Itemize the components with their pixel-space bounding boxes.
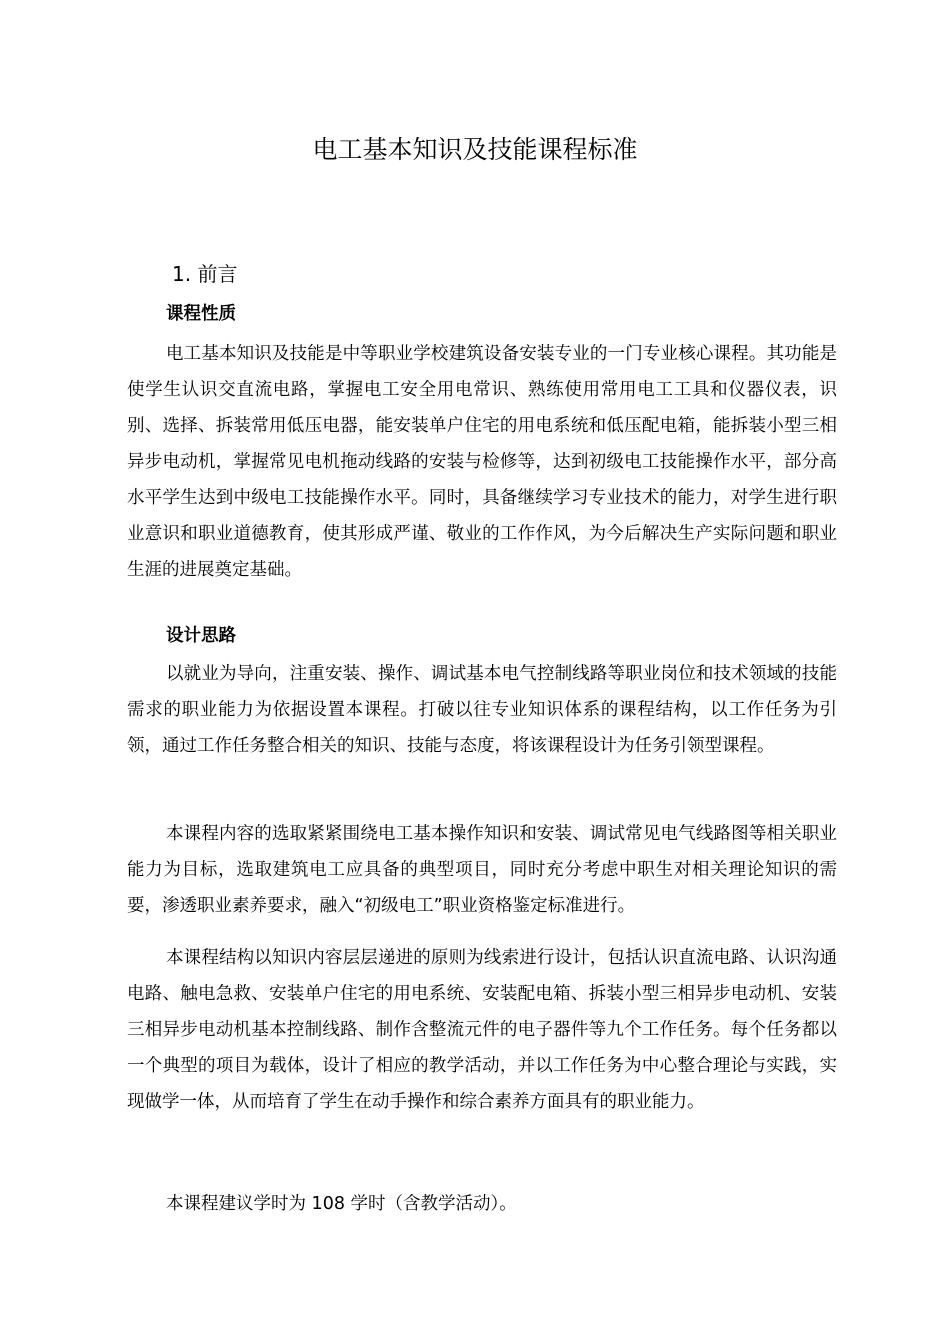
document-title: 电工基本知识及技能课程标准 [312, 135, 638, 164]
paragraph-design-3: 本课程结构以知识内容层层递进的原则为线索进行设计，包括认识直流电路、认识沟通电路、触电急救、安装单户住宅的用电系统、安装配电箱、拆装小型三相异步电动机、安装三相异步电动机基本控制线路、制作含整流元件的电子器件等九个工作任务。每个任务都以一个典型的项目为载体，设计了相应的教学活动，并以工作任务为中心整合理论与实践，实现做学一体，从而培育了学生在动手操作和综合素养方面具有的职业能力。 [127, 948, 837, 1112]
paragraph-course-nature: 电工基本知识及技能是中等职业学校建筑设备安装专业的一门专业核心课程。其功能是使学生认识交直流电路，掌握电工安全用电常识、熟练使用常用电工工具和仪器仪表，识别、选择、拆装常用低压电器，能安装单户住宅的用电系统和低压配电箱，能拆装小型三相异步电动机，掌握常见电机拖动线路的安装与检修等，达到初级电工技能操作水平，部分高水平学生达到中级电工技能操作水平。同时，具备继续学习专业技术的能力，对学生进行职业意识和职业道德教育，使其形成严谨、敬业的工作作风，为今后解决生产实际问题和职业生涯的进展奠定基础。 [127, 344, 837, 580]
paragraph-design-1: 以就业为导向，注重安装、操作、调试基本电气控制线路等职业岗位和技术领域的技能需求的职业能力为依据设置本课程。打破以往专业知识体系的课程结构，以工作任务为引领，通过工作任务整合相关的知识、技能与态度，将该课程设计为任务引领型课程。 [127, 664, 837, 756]
paragraph-design-4: 本课程建议学时为 108 学时（含教学活动）。 [166, 1194, 517, 1214]
paragraph-design-2: 本课程内容的选取紧紧围绕电工基本操作知识和安装、调试常见电气线路图等相关职业能力为目标，选取建筑电工应具备的典型项目，同时充分考虑中职生对相关理论知识的需要，渗透职业素养要求，融入“初级电工”职业资格鉴定标准进行。 [127, 824, 837, 916]
subheading-course-nature: 课程性质 [166, 304, 236, 324]
section-heading-preface: 1. 前言 [172, 262, 238, 286]
subheading-design-approach: 设计思路 [166, 626, 236, 646]
